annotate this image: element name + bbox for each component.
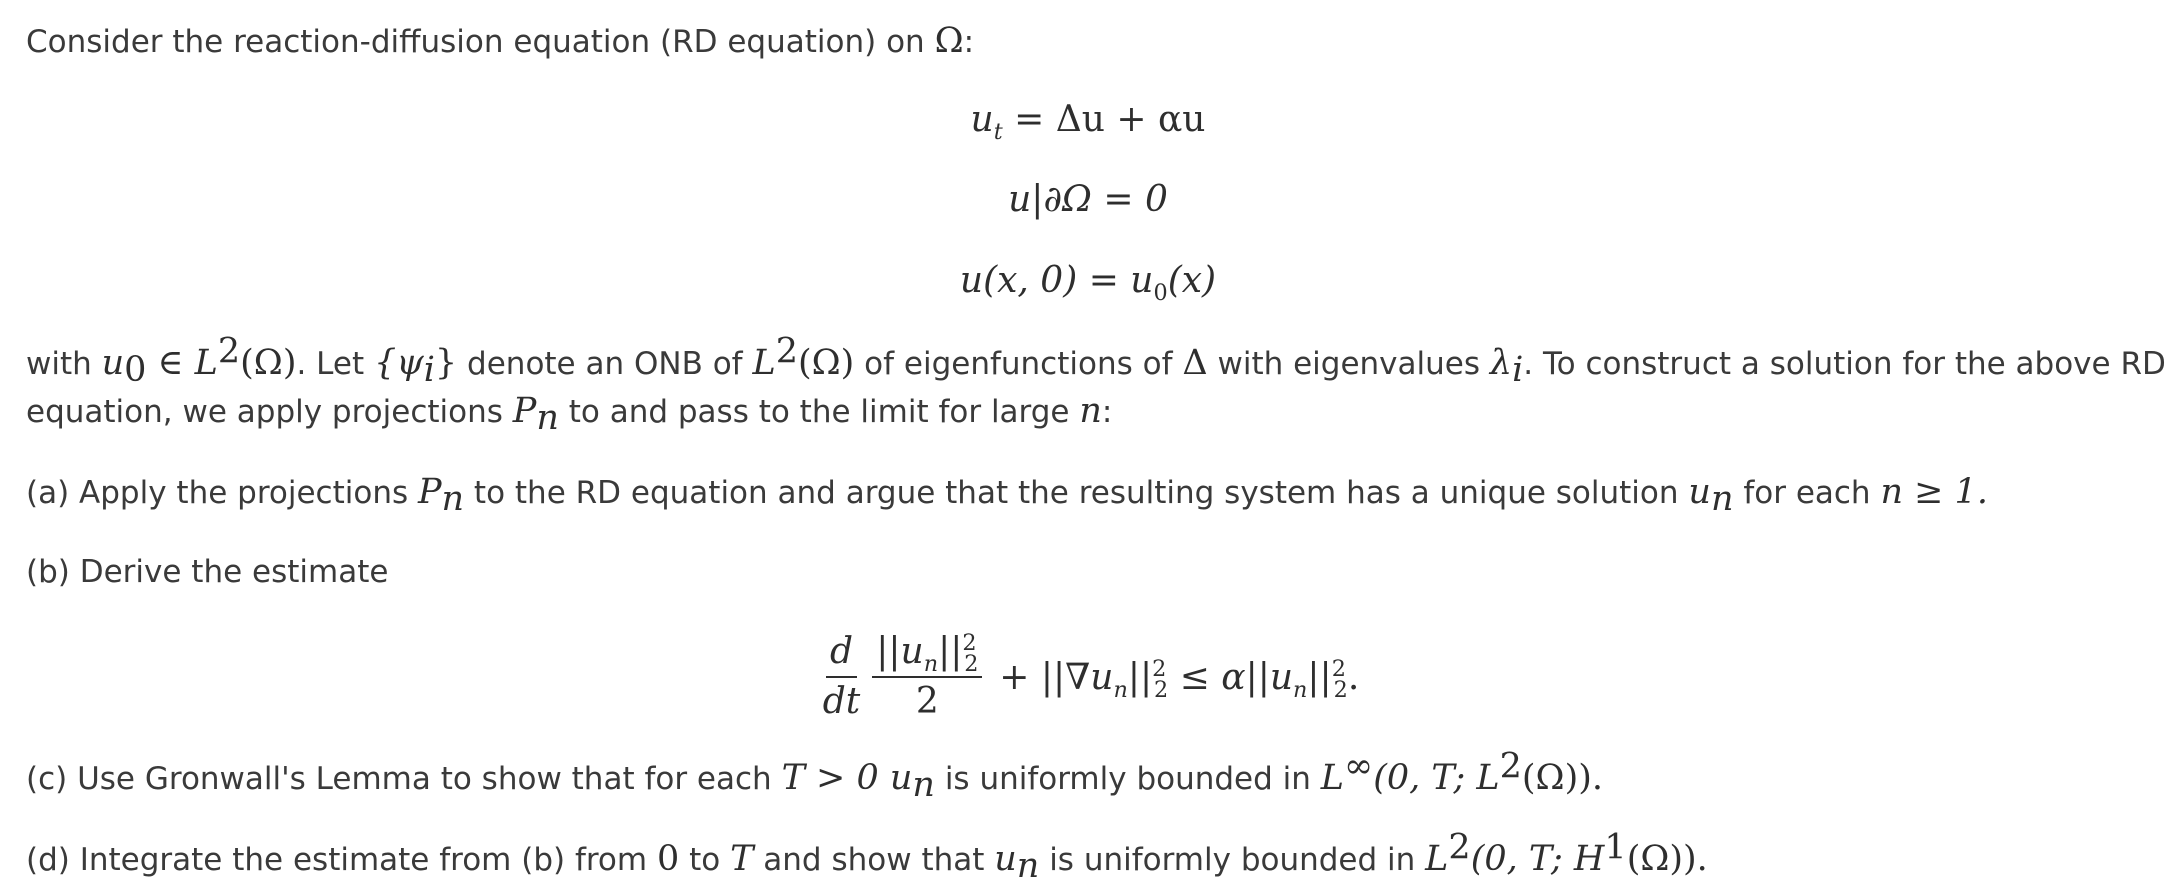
- part-d: (d) Integrate the estimate from (b) from 0 to T and show that $u_n$ is uniformly bounded in $L^2(0$, T; $H^1(\Omega)$).: [26, 827, 1708, 887]
- equation-3: u(x, $0) = u_0(x)$: [959, 260, 1217, 307]
- estimate-rhs: + $||\nabla u_n||^2_2 \le \alpha||u_n||^2_2$.: [999, 655, 1360, 703]
- fraction-d-dt: $\frac{d}{dt}$: [822, 631, 861, 722]
- paragraph-line-2: equation, we apply projections $P_n$ to and pass to the limit for large n:: [26, 391, 1113, 439]
- part-a: (a) Apply the projections $P_n$ to the RD equation and argue that the resulting system has a unique solution $u_n$ for each n ≥ 1.: [26, 472, 1988, 520]
- omega-symbol: Ω: [934, 21, 964, 61]
- intro-text: Consider the reaction-diffusion equation (RD equation) on: [26, 24, 935, 60]
- part-c: (c) Use Gronwall's Lemma to show that for each T > 0 $u_n$ is uniformly bounded in L∞(0, T; $L^2(\Omega)$).: [26, 746, 1604, 806]
- equation-2: u|∂Ω = 0: [1008, 179, 1168, 220]
- estimate-equation: [0, 627, 2176, 727]
- fraction-norm-over-two: $\frac{||u_n||^2_2}{2}$: [872, 632, 982, 722]
- paragraph-line-1: with $u_0$ ∈ $L^2(\Omega)$. Let $\{\psi_i\}$ denote an ONB of $L^2(\Omega)$ of eigenfunctions of Δ with eigenvalues $\lambda_i$. To construct a solution for the above RD: [26, 331, 2166, 391]
- intro-colon: :: [963, 24, 975, 60]
- intro-line: [26, 20, 974, 63]
- part-b: (b) Derive the estimate: [26, 554, 389, 590]
- equation-1: $u_t = \Delta u + \alpha u$: [970, 99, 1206, 146]
